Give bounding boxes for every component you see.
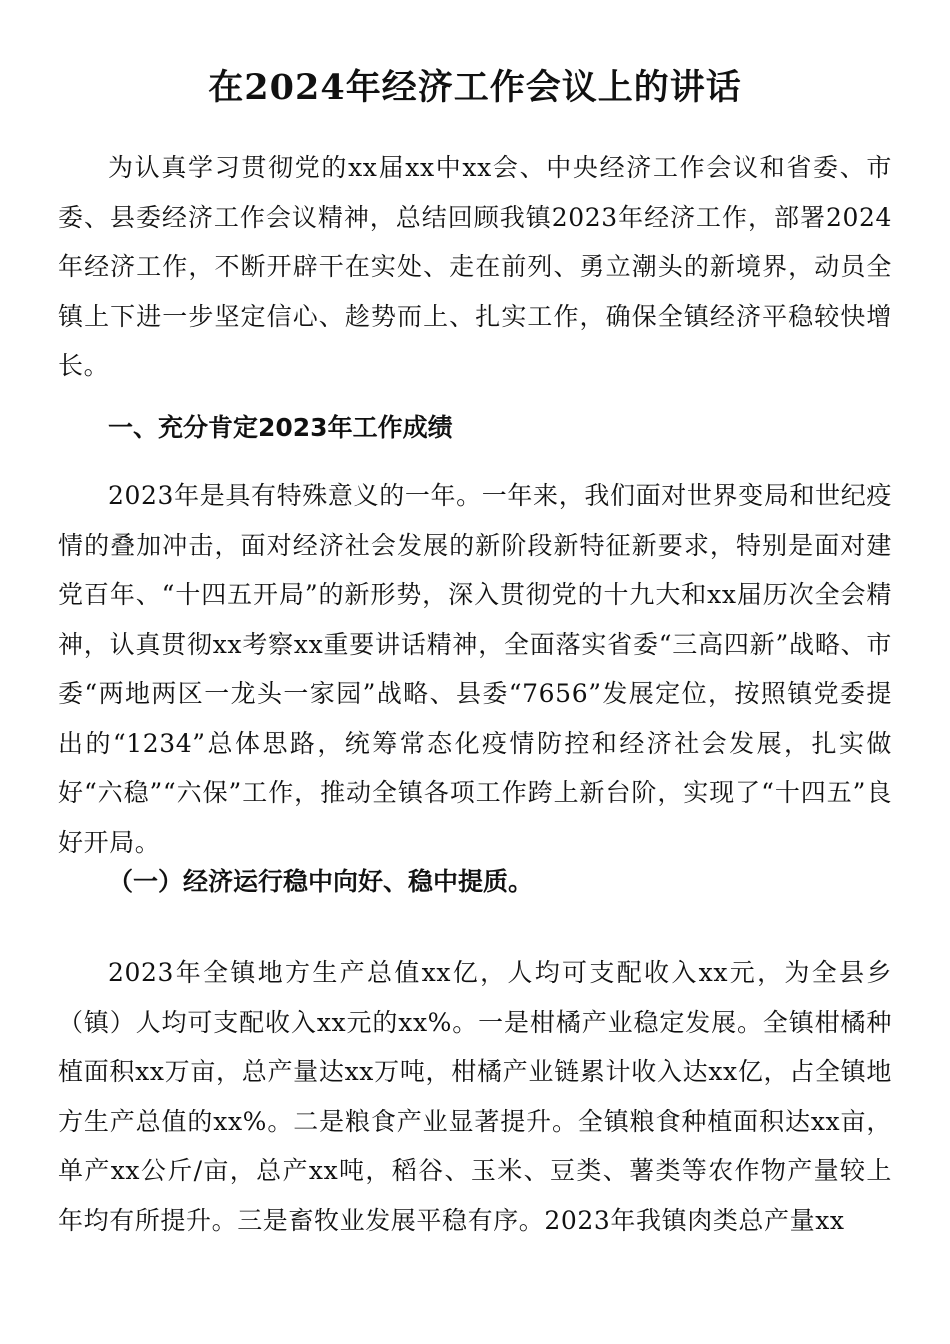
section-1-paragraph: 2023年是具有特殊意义的一年。一年来，我们面对世界变局和世纪疫情的叠加冲击，面对经济社会发展的新阶段新特征新要求，特别是面对建党百年、“十四五开局”的新形势，深入贯彻党的十九大和xx届历次全会精神，认真贯彻xx考察xx重要讲话精神，全面落实省委“三高四新”战略、市委“两地两区一龙头一家园”战略、县委“7656”发展定位，按照镇党委提出的“1234”总体思路，统筹常态化疫情防控和经济社会发展，扎实做好“六稳”“六保”工作，推动全镇各项工作跨上新台阶，实现了“十四五”良好开局。 — [58, 481, 892, 857]
section-heading-1: 一、充分肯定2023年工作成绩 — [108, 413, 453, 442]
intro-paragraph: 为认真学习贯彻党的xx届xx中xx会、中央经济工作会议和省委、市委、县委经济工作会议精神，总结回顾我镇2023年经济工作，部署2024年经济工作，不断开辟干在实处、走在前列、勇立潮头的新境界，动员全镇上下进一步坚定信心、趁势而上、扎实工作，确保全镇经济平稳较快增长。 — [58, 153, 892, 380]
document-title: 在2024年经济工作会议上的讲话 — [208, 67, 742, 108]
subsection-1-paragraph: 2023年全镇地方生产总值xx亿，人均可支配收入xx元，为全县乡（镇）人均可支配收入xx元的xx%。一是柑橘产业稳定发展。全镇柑橘种植面积xx万亩，总产量达xx万吨，柑橘产业链累计收入达xx亿，占全镇地方生产总值的xx%。二是粮食产业显著提升。全镇粮食种植面积达xx亩，单产xx公斤/亩，总产xx吨，稻谷、玉米、豆类、薯类等农作物产量较上年均有所提升。三是畜牧业发展平稳有序。2023年我镇肉类总产量xx — [58, 958, 892, 1235]
subsection-heading-1: （一）经济运行稳中向好、稳中提质。 — [108, 867, 534, 896]
